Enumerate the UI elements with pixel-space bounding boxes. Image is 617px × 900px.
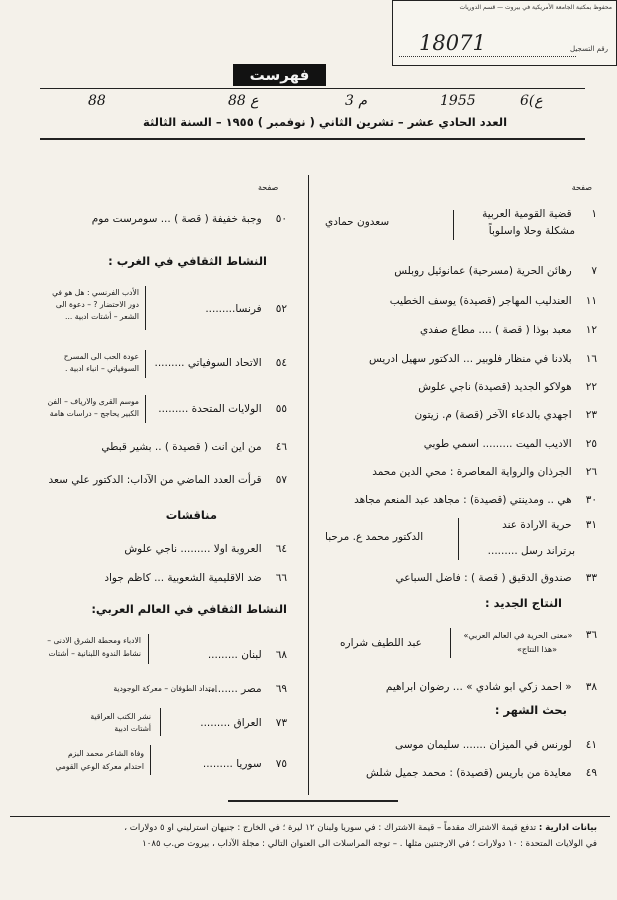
top-rule	[40, 88, 585, 89]
list-item	[414, 408, 597, 422]
hand-num-5: 6(ع	[520, 93, 543, 109]
list-item	[92, 212, 287, 226]
entry-title: سوريا .........	[202, 758, 262, 770]
brace	[160, 708, 161, 736]
entry-title: العراق .........	[200, 717, 262, 729]
brace	[450, 628, 451, 658]
entry-page: ٦٤	[275, 543, 287, 555]
entry-page: ٤٦	[275, 441, 287, 453]
footer-top-rule	[10, 816, 610, 817]
brace	[453, 210, 454, 240]
entry-note: وفاة الشاعر محمد البزم	[67, 749, 144, 758]
entry-title: الاديب الميت .........	[482, 438, 572, 450]
entry-author: مطاع صفدي	[420, 324, 476, 336]
page-label-left: صفحة	[258, 183, 279, 192]
entry-title: هي .. ومدينتي (قصيدة) :	[463, 494, 572, 506]
list-item	[463, 630, 597, 641]
entry-page: ٦٩	[275, 683, 287, 695]
entry-note: الأدب الفرنسي : هل هو في	[52, 288, 139, 297]
entry-title: ضد الاقليمية الشعوبية ... كاظم جواد	[104, 572, 262, 584]
entry-title: لورنس في الميزان .......	[462, 739, 572, 751]
brace	[150, 745, 151, 775]
entry-note: امتداد الطوفان – معركة الوجودية	[113, 684, 217, 693]
list-item	[420, 323, 597, 337]
hand-num-2: ع 88	[228, 93, 259, 109]
section-heading-discuss: مناقشات	[165, 508, 217, 522]
list-item	[124, 542, 287, 556]
entry-title: لبنان .........	[207, 649, 262, 661]
footer-label: بيانات ادارية :	[538, 823, 597, 833]
section-heading-month: بحث الشهر :	[494, 703, 567, 717]
entry-title-continued: برتراند رسل .........	[487, 545, 575, 557]
issue-rule	[40, 138, 585, 140]
entry-author: ناجي علوش	[418, 381, 471, 393]
list-item	[418, 380, 597, 394]
list-item	[390, 294, 597, 308]
stamp-number: 18071	[419, 31, 486, 55]
list-item	[203, 757, 287, 771]
entry-author: مجاهد عبد المنعم مجاهد	[354, 494, 460, 506]
entry-author: رضوان ابراهيم	[385, 681, 450, 693]
entry-page: ٤٩	[585, 767, 597, 779]
list-item	[208, 682, 287, 696]
page-title: فهرست	[233, 64, 326, 86]
entry-page: ٥٥	[275, 403, 287, 415]
hand-num-4: 1955	[440, 93, 476, 109]
entry-page: ٣١	[585, 519, 597, 531]
entry-title: « احمد زكي ابو شادي » ...	[452, 681, 572, 693]
list-item	[366, 766, 597, 780]
entry-page: ٢٢	[585, 381, 597, 393]
list-item	[502, 518, 597, 532]
entry-page: ٥٢	[275, 303, 287, 315]
hand-num-3: م 3	[345, 93, 368, 109]
entry-note: أشتات ادبية	[114, 724, 151, 733]
footer-line-1	[16, 820, 597, 836]
list-item	[354, 493, 597, 507]
entry-title: معايدة من باريس (قصيدة) :	[449, 767, 572, 779]
entry-author: محي الدين محمد	[372, 466, 447, 478]
entry-title: الجرذان والرواية المعاصرة :	[449, 466, 572, 478]
entry-page: ٢٦	[585, 466, 597, 478]
entry-note: نشر الكتب العراقية	[90, 712, 151, 721]
brace	[145, 350, 146, 378]
stamp-text: محفوظ بمكتبة الجامعة الأمريكية في بيروت — قسم الدوريات	[459, 4, 612, 11]
entry-note: السوفياتي – انباء ادبية .	[64, 364, 139, 373]
entry-page: ٥٤	[275, 357, 287, 369]
list-item	[154, 356, 287, 370]
entry-title: بلادنا في منظار فلوبير ...	[463, 353, 572, 365]
entry-page: ٧٣	[275, 717, 287, 729]
footer-admin-info	[16, 820, 597, 852]
entry-title-continued: مشكلة وحلا واسلوباً	[488, 225, 575, 237]
entry-author: عبد اللطيف شراره	[340, 637, 422, 649]
entry-title: مصر .........	[207, 683, 262, 695]
section-heading-new: النتاج الجديد :	[484, 596, 562, 610]
entry-page: ٧	[591, 265, 597, 277]
list-item	[49, 473, 287, 487]
library-stamp	[392, 0, 617, 66]
entry-title: وجبة خفيفة ( قصة ) ... سومرست موم	[91, 213, 262, 225]
entry-author: محمد جميل شلش	[365, 767, 446, 779]
entry-title-continued: «هذا النتاج»	[516, 645, 557, 654]
list-item	[394, 264, 597, 278]
entry-title: قرأت العدد الماضي من الآداب: الدكتور علي سعد	[48, 474, 262, 486]
entry-title: «معنى الحرية في العالم العربي»	[463, 631, 573, 640]
column-divider	[308, 175, 309, 795]
entry-title: قضية القومية العربية	[482, 208, 572, 220]
page-label-right: صفحة	[571, 183, 592, 192]
brace	[145, 286, 146, 330]
entry-note: نشاط الندوة اللبنانية – أشتات	[48, 649, 141, 658]
list-item	[424, 437, 597, 451]
list-item	[369, 352, 597, 366]
list-item	[386, 680, 597, 694]
entry-page: ١	[591, 208, 597, 220]
entry-title: الاتحاد السوفياتي .........	[154, 357, 262, 369]
stamp-dotted-line	[399, 56, 576, 57]
list-item	[158, 402, 287, 416]
list-item	[205, 302, 287, 316]
entry-title: رهائن الحرية (مسرحية)	[468, 265, 572, 277]
entry-note: الكبير يحاجج – دراسات هامة	[49, 409, 139, 418]
entry-title: اجهدي بالدعاء الآخر (قصة)	[455, 409, 572, 421]
footer-text-1: تدفع قيمة الاشتراك مقدماً – قيمة الاشتراك : في سوريا ولبنان ١٢ ليرة ؛ في الخارج : جنيهان استرليني او ٥ دولارات ،	[124, 823, 537, 833]
entry-page: ١١	[585, 295, 597, 307]
entry-note: عودة الحب الى المسرح	[63, 352, 139, 361]
entry-title: العروبة اولا ......... ناجي علوش	[124, 543, 262, 555]
entry-page: ٣٣	[585, 572, 597, 584]
list-item	[395, 738, 597, 752]
entry-page: ٦٦	[275, 572, 287, 584]
issue-line: العدد الحادي عشر – تشرين الثاني ( نوفمبر ) ١٩٥٥ – السنة الثالثة	[142, 115, 508, 129]
entry-title: الولايات المتحدة .........	[158, 403, 262, 415]
section-heading-west: النشاط الثقافي في الغرب :	[108, 254, 267, 268]
entry-author: الدكتور محمد ع. مرحبا	[325, 531, 424, 543]
entry-title: فرنسا.........	[205, 303, 262, 315]
entry-author: سليمان موسى	[395, 739, 460, 751]
entry-author: عمانوئيل روبلس	[394, 265, 466, 277]
entry-page: ٥٠	[275, 213, 287, 225]
entry-page: ٣٦	[585, 629, 597, 641]
brace	[145, 395, 146, 423]
entry-page: ٧٥	[275, 758, 287, 770]
entry-page: ٢٣	[585, 409, 597, 421]
entry-note: دور الاحتضار ? – دعوة الى	[55, 300, 139, 309]
stamp-label: رقم التسجيل	[570, 45, 608, 53]
entry-author: يوسف الخطيب	[389, 295, 457, 307]
entry-note: الشعر – أشتات ادبية ...	[65, 312, 139, 321]
hand-num-1: 88	[88, 93, 106, 109]
entry-page: ١٢	[585, 324, 597, 336]
entry-author: فاضل السباعي	[395, 572, 461, 584]
entry-author: م. زيتون	[414, 409, 452, 421]
list-item	[372, 465, 597, 479]
list-item	[482, 207, 597, 221]
footer-rule	[228, 800, 398, 802]
brace	[148, 634, 149, 664]
entry-note: موسم القرى والارياف – الفن	[47, 397, 139, 406]
brace	[458, 518, 459, 560]
entry-page: ٦٨	[275, 649, 287, 661]
entry-note: الادباء ومحطة الشرق الادنى –	[47, 636, 141, 645]
entry-page: ٤١	[585, 739, 597, 751]
list-item	[395, 571, 597, 585]
entry-title: هولاكو الجديد (قصيدة)	[474, 381, 572, 393]
entry-page: ٥٧	[275, 474, 287, 486]
entry-page: ٢٥	[585, 438, 597, 450]
entry-title: من اين انت ( قصيدة ) .. بشير قبطي	[101, 441, 262, 453]
entry-title: العندليب المهاجر (قصيدة)	[459, 295, 572, 307]
entry-note: احتدام معركة الوعي القومي	[55, 762, 144, 771]
entry-page: ٣٨	[585, 681, 597, 693]
entry-page: ١٦	[585, 353, 597, 365]
entry-title: حرية الارادة عند	[502, 519, 572, 531]
section-heading-arab: النشاط الثقافي في العالم العربي:	[91, 602, 287, 616]
entry-title: معبد بوذا ( قصة ) ....	[478, 324, 572, 336]
entry-author: الدكتور سهيل ادريس	[369, 353, 460, 365]
list-item	[101, 440, 287, 454]
list-item	[104, 571, 287, 585]
entry-author: سعدون حمادي	[325, 216, 390, 228]
entry-page: ٣٠	[585, 494, 597, 506]
footer-text-2: في الولايات المتحدة : ١٠ دولارات ؛ في الارجنتين مثلها . – توجه المراسلات الى العنوان التالي : مجلة الآداب ، بيروت ص.ب ١٠٨٥	[142, 839, 597, 849]
entry-title: صندوق الدقيق ( قصة ) :	[464, 572, 572, 584]
list-item	[208, 648, 287, 662]
entry-author: اسمي طوبي	[423, 438, 480, 450]
list-item	[200, 716, 287, 730]
